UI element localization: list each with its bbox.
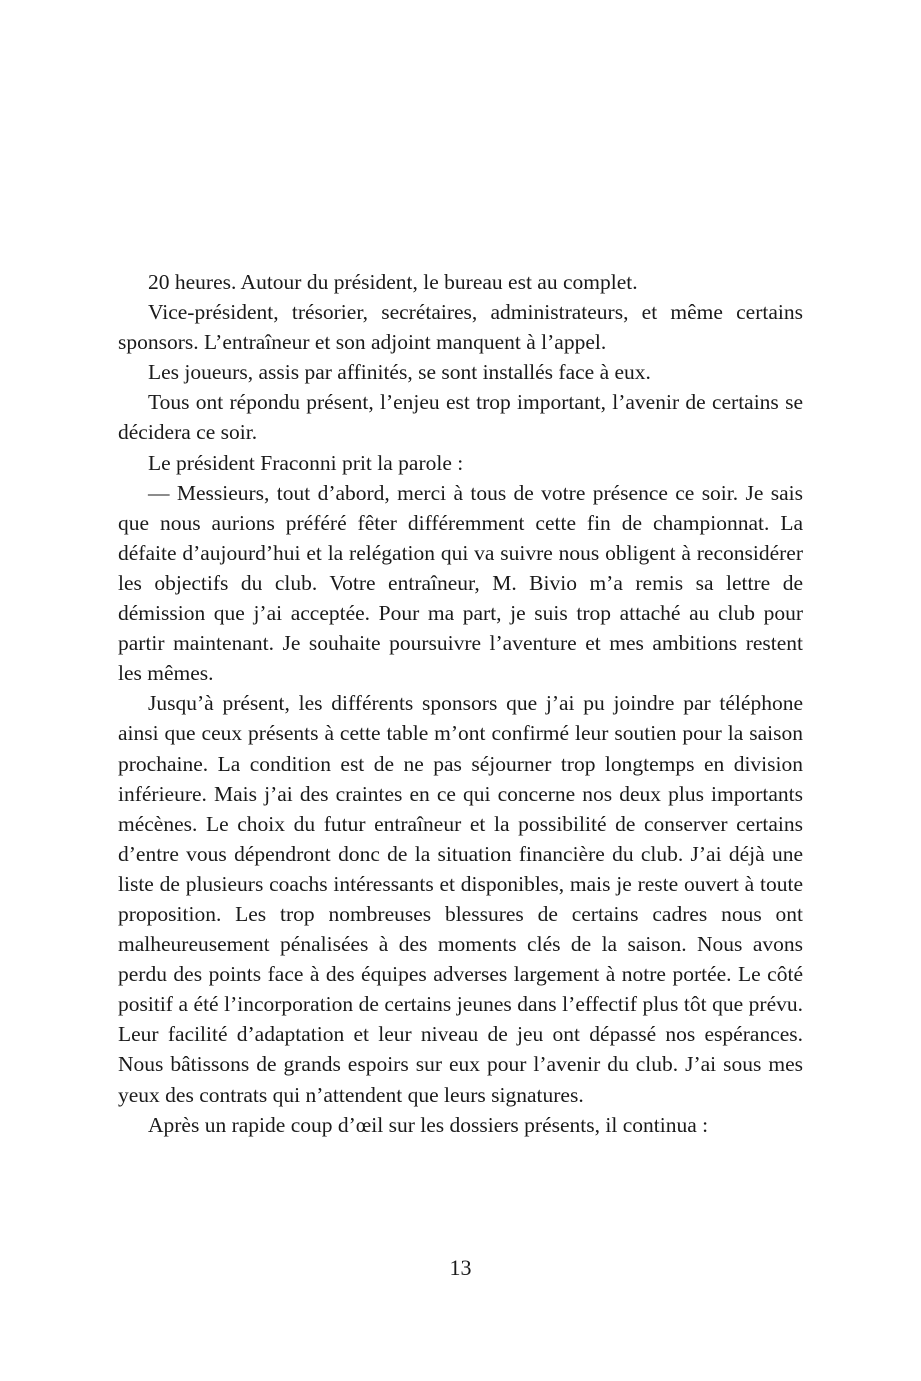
page-number: 13 bbox=[449, 1255, 472, 1280]
paragraph: 20 heures. Autour du président, le bureau est au complet. bbox=[148, 270, 638, 294]
paragraph: Vice-président, trésorier, secrétaires, administrateurs, et même certains sponsors. L’entraîneur et son adjoint manquent à l’appel. bbox=[118, 300, 803, 355]
paragraph: Après un rapide coup d’œil sur les dossiers présents, il continua : bbox=[148, 1112, 709, 1137]
body-text bbox=[118, 267, 803, 1140]
paragraph: Jusqu’à présent, les différents sponsors que j’ai pu joindre par téléphone ainsi que ceux présents à cette table m’ont confirmé leur soutien pour la saison prochaine. La condition est de ne pas séjourner trop longtemps en division inférieure. Mais j’ai des craintes en ce qui concerne nos deux plus importants mécènes. Le choix du futur entraîneur et la possibilité de conserver certains d’entre vous dépendront donc de la situation financière du club. J’ai déjà une liste de plusieurs coachs intéressants et disponibles, mais je reste ouvert à toute proposition. Les trop nombreuses blessures de certains cadres nous ont malheureusement pénalisées à des moments clés de la saison. Nous avons perdu des points face à des équipes adverses largement à notre portée. Le côté positif a été l’incorporation de certains jeunes dans l’effectif plus tôt que prévu. Leur facilité d’adaptation et leur niveau de jeu ont dépassé nos espérances. Nous bâtissons de grands espoirs sur eux pour l’avenir du club. J’ai sous mes yeux des contrats qui n’attendent que leurs signatures. bbox=[118, 691, 803, 1107]
paragraph: Le président Fraconni prit la parole : bbox=[148, 450, 464, 475]
paragraph: Les joueurs, assis par affinités, se sont installés face à eux. bbox=[148, 360, 651, 385]
paragraph: Tous ont répondu présent, l’enjeu est trop important, l’avenir de certains se décidera ce soir. bbox=[118, 390, 803, 445]
paragraph: — Messieurs, tout d’abord, merci à tous de votre présence ce soir. Je sais que nous aurions préféré fêter différemment cette fin de championnat. La défaite d’aujourd’hui et la relégation qui va suivre nous obligent à reconsidérer les objectifs du club. Votre entraîneur, M. Bivio m’a remis sa lettre de démission que j’ai acceptée. Pour ma part, je suis trop attaché au club pour partir maintenant. Je souhaite poursuivre l’aventure et mes ambitions restent les mêmes. bbox=[118, 480, 803, 686]
